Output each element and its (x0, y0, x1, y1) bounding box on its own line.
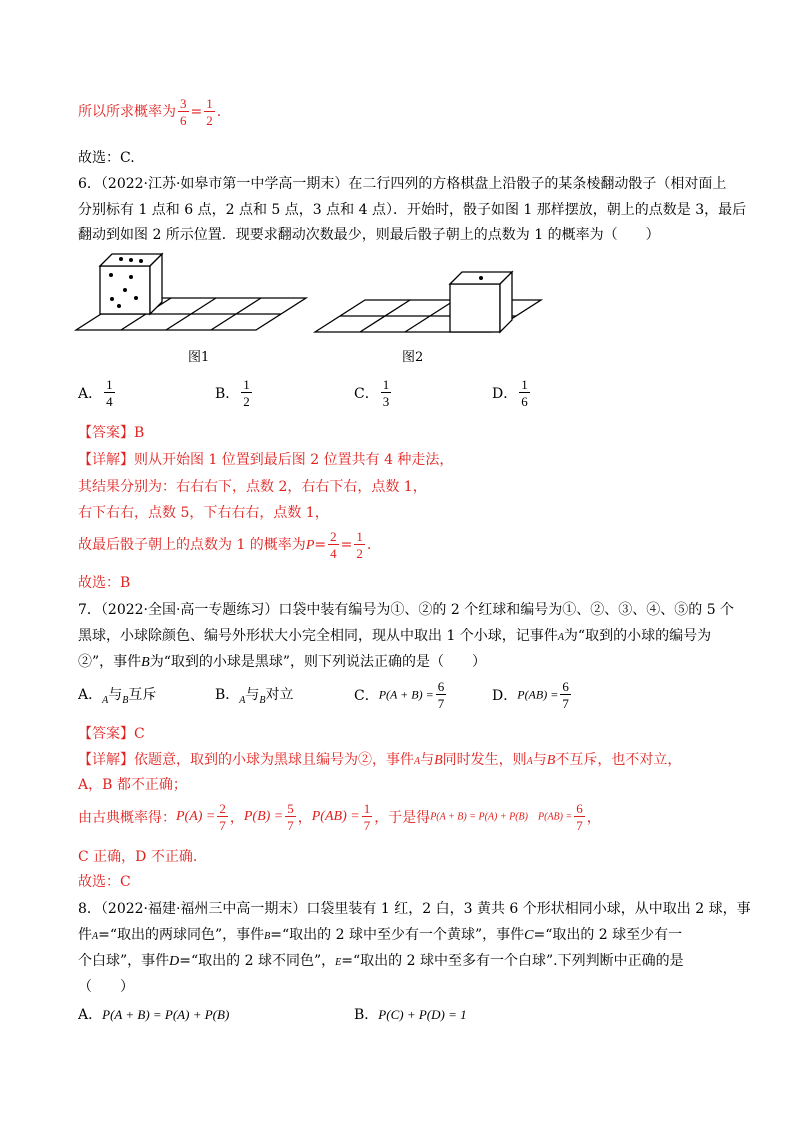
q6-option-c-fraction: $\frac{1}{3}$ (382, 377, 390, 409)
q6-option-b-letter: B． (215, 386, 240, 402)
q6-option-a[interactable] (78, 378, 117, 408)
q7-detail-4: C 正确，D 不正确. (78, 849, 198, 865)
q7-detail-2: A，B 都不正确； (78, 777, 187, 793)
q6-option-a-letter: A． (78, 386, 103, 402)
q7-stem-line1: 7．（2022·全国·高一专题练习）口袋中装有编号为①、②的 2 个红球和编号为①、②、③、④、⑤的 5 个 (78, 602, 735, 618)
q6-detail-3: 右下右右，点数 5，下右右右，点数 1， (78, 505, 329, 521)
q6-figure-2 (313, 267, 545, 337)
q6-stem-line2: 分别标有 1 点和 6 点，2 点和 5 点，3 点和 4 点）．开始时，骰子如图 1 那样摆放，朝上的点数是 3，最后 (78, 202, 747, 218)
q5-equals: = (190, 104, 203, 120)
q5-period: . (216, 104, 222, 120)
q6-answer: 【答案】B (78, 425, 145, 441)
q7-option-d[interactable]: D．P(AB) = $\frac{6}{7}$ (492, 679, 569, 711)
q6-detail-4-text: 故最后骰子朝上的点数为 1 的概率为 (78, 537, 306, 553)
q6-option-d[interactable] (492, 378, 532, 408)
q8-option-b[interactable]: B．P(C) + P(D) = 1 (354, 1007, 467, 1023)
q5-fraction-2: $\frac{1}{2}$ (206, 96, 213, 128)
q6-option-c[interactable] (354, 378, 393, 408)
q6-option-b-fraction: $\frac{1}{2}$ (243, 377, 250, 409)
q7-option-b[interactable]: B．$_A$与$_B$对立 (215, 687, 294, 706)
q7-option-a[interactable]: A．$_A$与$_B$互斥 (78, 687, 157, 706)
q7-detail-1: 【详解】依题意，取到的小球为黑球且编号为②，事件A与B同时发生，则A与B不互斥，也不对立， (78, 752, 682, 768)
q6-detail-4-fraction-2: $\frac{1}{2}$ (356, 529, 363, 561)
q6-detail-1: 【详解】则从开始图 1 位置到最后图 2 位置共有 4 种走法， (78, 452, 454, 468)
q7-choice: 故选：C (78, 874, 131, 890)
q7-stem-line2: 黑球，小球除颜色、编号外形状大小完全相同，现从中取出 1 个小球，记事件A为“取到的小球的编号为 (78, 628, 712, 644)
q5-conclusion (78, 97, 221, 127)
q5-choice: 故选：C. (78, 150, 135, 166)
q7-option-c[interactable]: C．P(A + B) = $\frac{6}{7}$ (354, 679, 445, 711)
q6-detail-4-fraction-1: $\frac{2}{4}$ (330, 529, 337, 561)
q8-stem-line1: 8．（2022·福建·福州三中高一期末）口袋里装有 1 红，2 白，3 黄共 6 个形状相同小球，从中取出 2 球，事 (78, 901, 751, 917)
q6-option-d-fraction: $\frac{1}{6}$ (521, 377, 528, 409)
q6-figure-1-label: 图1 (188, 350, 210, 365)
q6-figure-1 (74, 250, 310, 335)
q6-stem-line1: 6．（2022·江苏·如皋市第一中学高一期末）在二行四列的方格棋盘上沿骰子的某条棱翻动骰子（相对面上 (78, 176, 727, 192)
q5-conclusion-text: 所以所求概率为 (78, 104, 176, 120)
q7-detail-3: 由古典概率得：P(A) = $\frac{2}{7}$ ，P(B) = $\frac{5}{7}$ ，P(AB) = $\frac{1}{7}$ ，于是得P(A + B) = P(A) + P(B) P(AB) = $\frac{6}{7}$ ， (78, 801, 601, 833)
q6-figure-2-label: 图2 (402, 350, 424, 365)
q6-option-a-fraction: $\frac{1}{4}$ (106, 377, 113, 409)
q7-stem-line3: ②”，事件B为“取到的小球是黑球”，则下列说法正确的是（ ） (78, 654, 487, 670)
q6-stem-line3: 翻动到如图 2 所示位置．现要求翻动次数最少，则最后骰子朝上的点数为 1 的概率为（ ） (78, 227, 660, 243)
q6-option-b[interactable] (215, 378, 254, 408)
q6-choice: 故选：B (78, 575, 131, 591)
q6-option-d-letter: D． (492, 386, 518, 402)
q8-option-a[interactable]: A．P(A + B) = P(A) + P(B) (78, 1007, 230, 1023)
q8-stem-line4: （ ） (78, 979, 134, 995)
q6-detail-4: 故最后骰子朝上的点数为 1 的概率为P= $\frac{2}{4}$ = $\frac{1}{2}$ . (78, 529, 372, 561)
q7-answer: 【答案】C (78, 726, 145, 742)
q8-stem-line3: 个白球”，事件D=“取出的 2 球不同色”，E=“取出的 2 球中至多有一个白球”.下列判断中正确的是 (78, 953, 684, 969)
q8-stem-line2: 件A=“取出的两球同色”，事件B=“取出的 2 球中至少有一个黄球”，事件C=“取出的 2 球至少有一 (78, 927, 683, 943)
q6-detail-4-p: P (305, 538, 315, 553)
q6-option-c-letter: C． (354, 386, 379, 402)
q5-fraction-1: $\frac{3}{6}$ (180, 96, 187, 128)
q6-detail-2: 其结果分别为：右右右下，点数 2，右右下右，点数 1， (78, 479, 427, 495)
